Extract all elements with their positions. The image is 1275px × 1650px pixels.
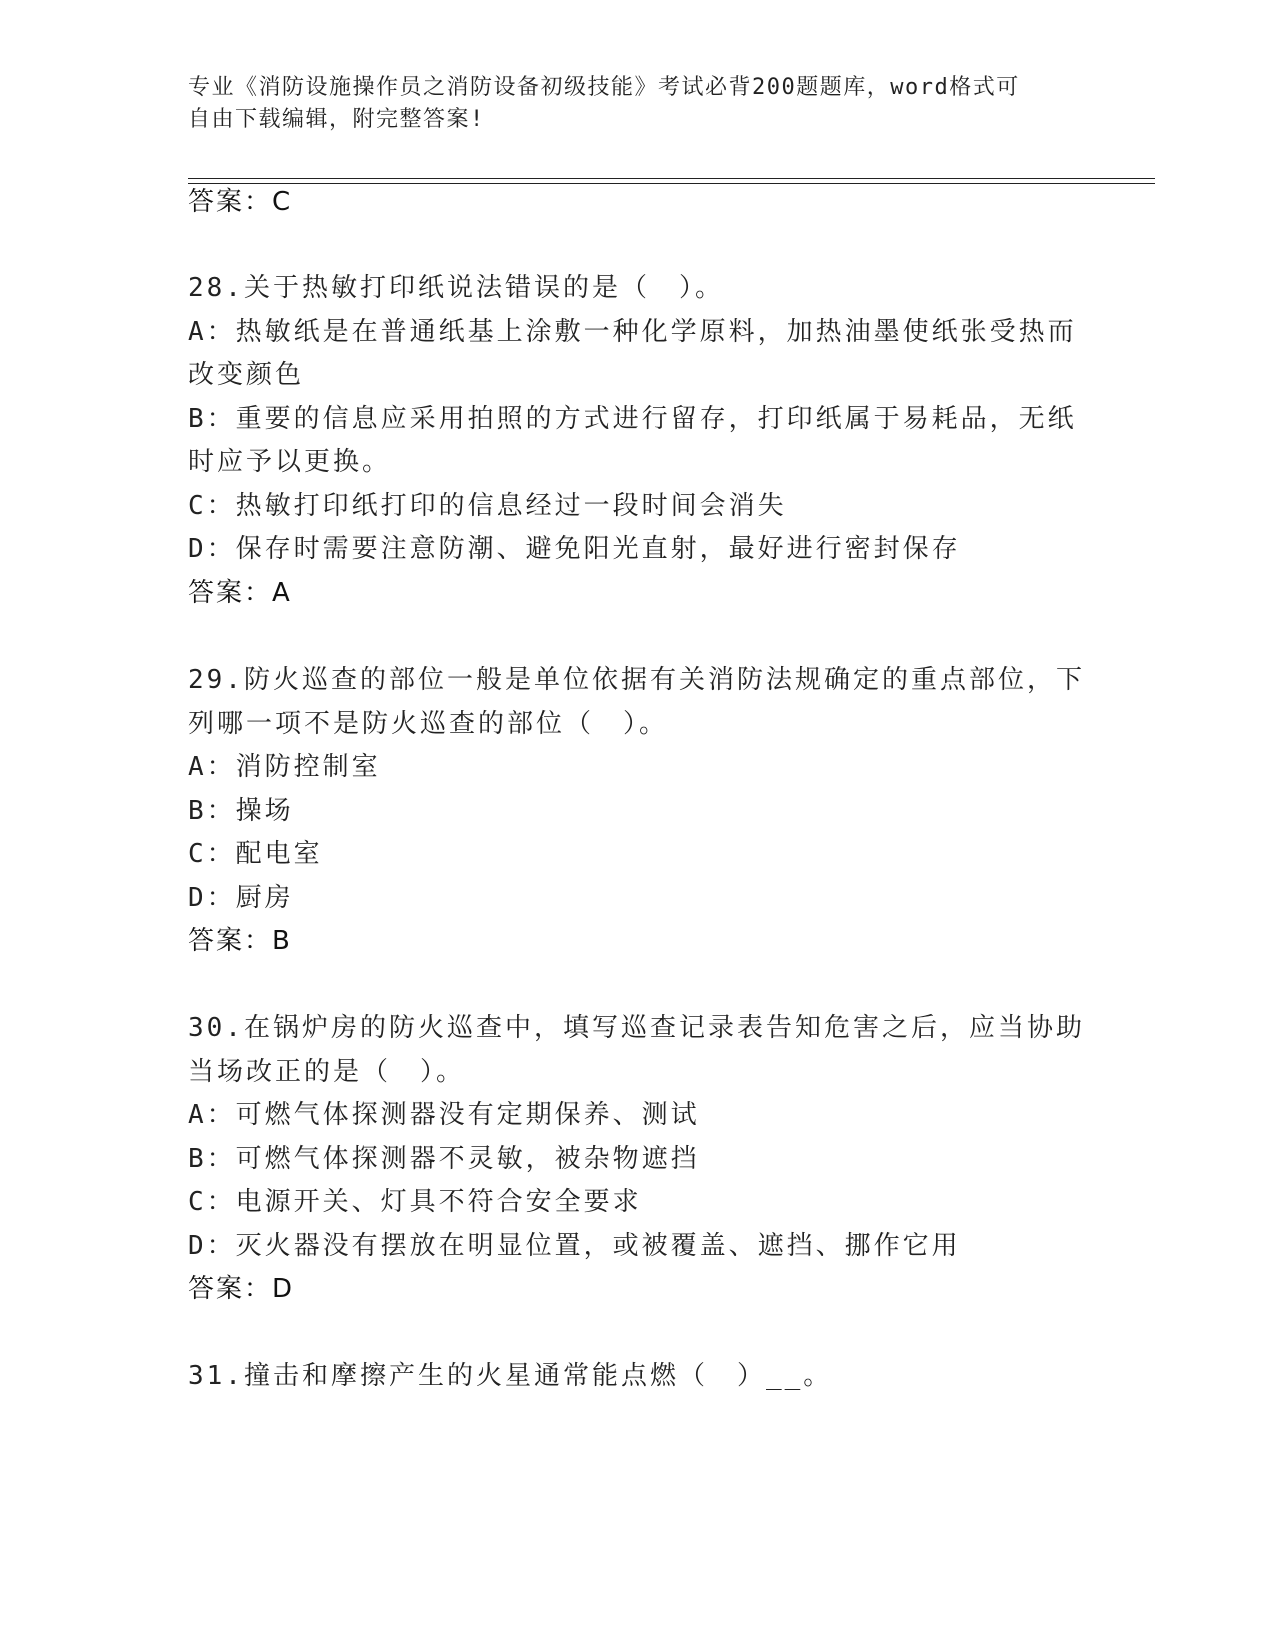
question-stem-line: 30.在锅炉房的防火巡查中，填写巡查记录表告知危害之后，应当协助 — [188, 1013, 1085, 1043]
option-line: B：可燃气体探测器不灵敏，被杂物遮挡 — [188, 1144, 700, 1174]
question-stem-line: 29.防火巡查的部位一般是单位依据有关消防法规确定的重点部位，下 — [188, 665, 1085, 695]
option-line: C：配电室 — [188, 839, 323, 869]
option-line: B：操场 — [188, 796, 294, 826]
header-line-1: 专业《消防设施操作员之消防设备初级技能》考试必背200题题库，word格式可 — [188, 75, 1020, 100]
header-rule-top — [188, 178, 1155, 179]
option-line: D：厨房 — [188, 883, 294, 913]
page-header — [188, 72, 1068, 136]
answer-line: 答案：B — [188, 926, 292, 956]
option-line: A：可燃气体探测器没有定期保养、测试 — [188, 1100, 700, 1130]
option-line: C：热敏打印纸打印的信息经过一段时间会消失 — [188, 491, 787, 521]
option-line: B：重要的信息应采用拍照的方式进行留存，打印纸属于易耗品，无纸 — [188, 404, 1077, 434]
answer-line: 答案：A — [188, 578, 292, 608]
option-line: A：消防控制室 — [188, 752, 381, 782]
previous-answer: 答案：C — [188, 187, 293, 217]
option-line: D：灭火器没有摆放在明显位置，或被覆盖、遮挡、挪作它用 — [188, 1231, 961, 1261]
answer-line: 答案：D — [188, 1274, 295, 1304]
question-stem-line: 列哪一项不是防火巡查的部位（ ）。 — [188, 709, 669, 739]
option-line: C：电源开关、灯具不符合安全要求 — [188, 1187, 642, 1217]
option-line: D：保存时需要注意防潮、避免阳光直射，最好进行密封保存 — [188, 534, 961, 564]
option-line: A：热敏纸是在普通纸基上涂敷一种化学原料，加热油墨使纸张受热而 — [188, 317, 1077, 347]
question-stem-line: 28.关于热敏打印纸说法错误的是（ ）。 — [188, 273, 724, 303]
header-line-2: 自由下载编辑，附完整答案! — [188, 107, 485, 132]
question-stem-line: 当场改正的是（ ）。 — [188, 1057, 466, 1087]
question-stem-line: 31.撞击和摩擦产生的火星通常能点燃（ ）__。 — [188, 1361, 833, 1391]
option-line: 时应予以更换。 — [188, 447, 392, 477]
option-line: 改变颜色 — [188, 360, 305, 390]
